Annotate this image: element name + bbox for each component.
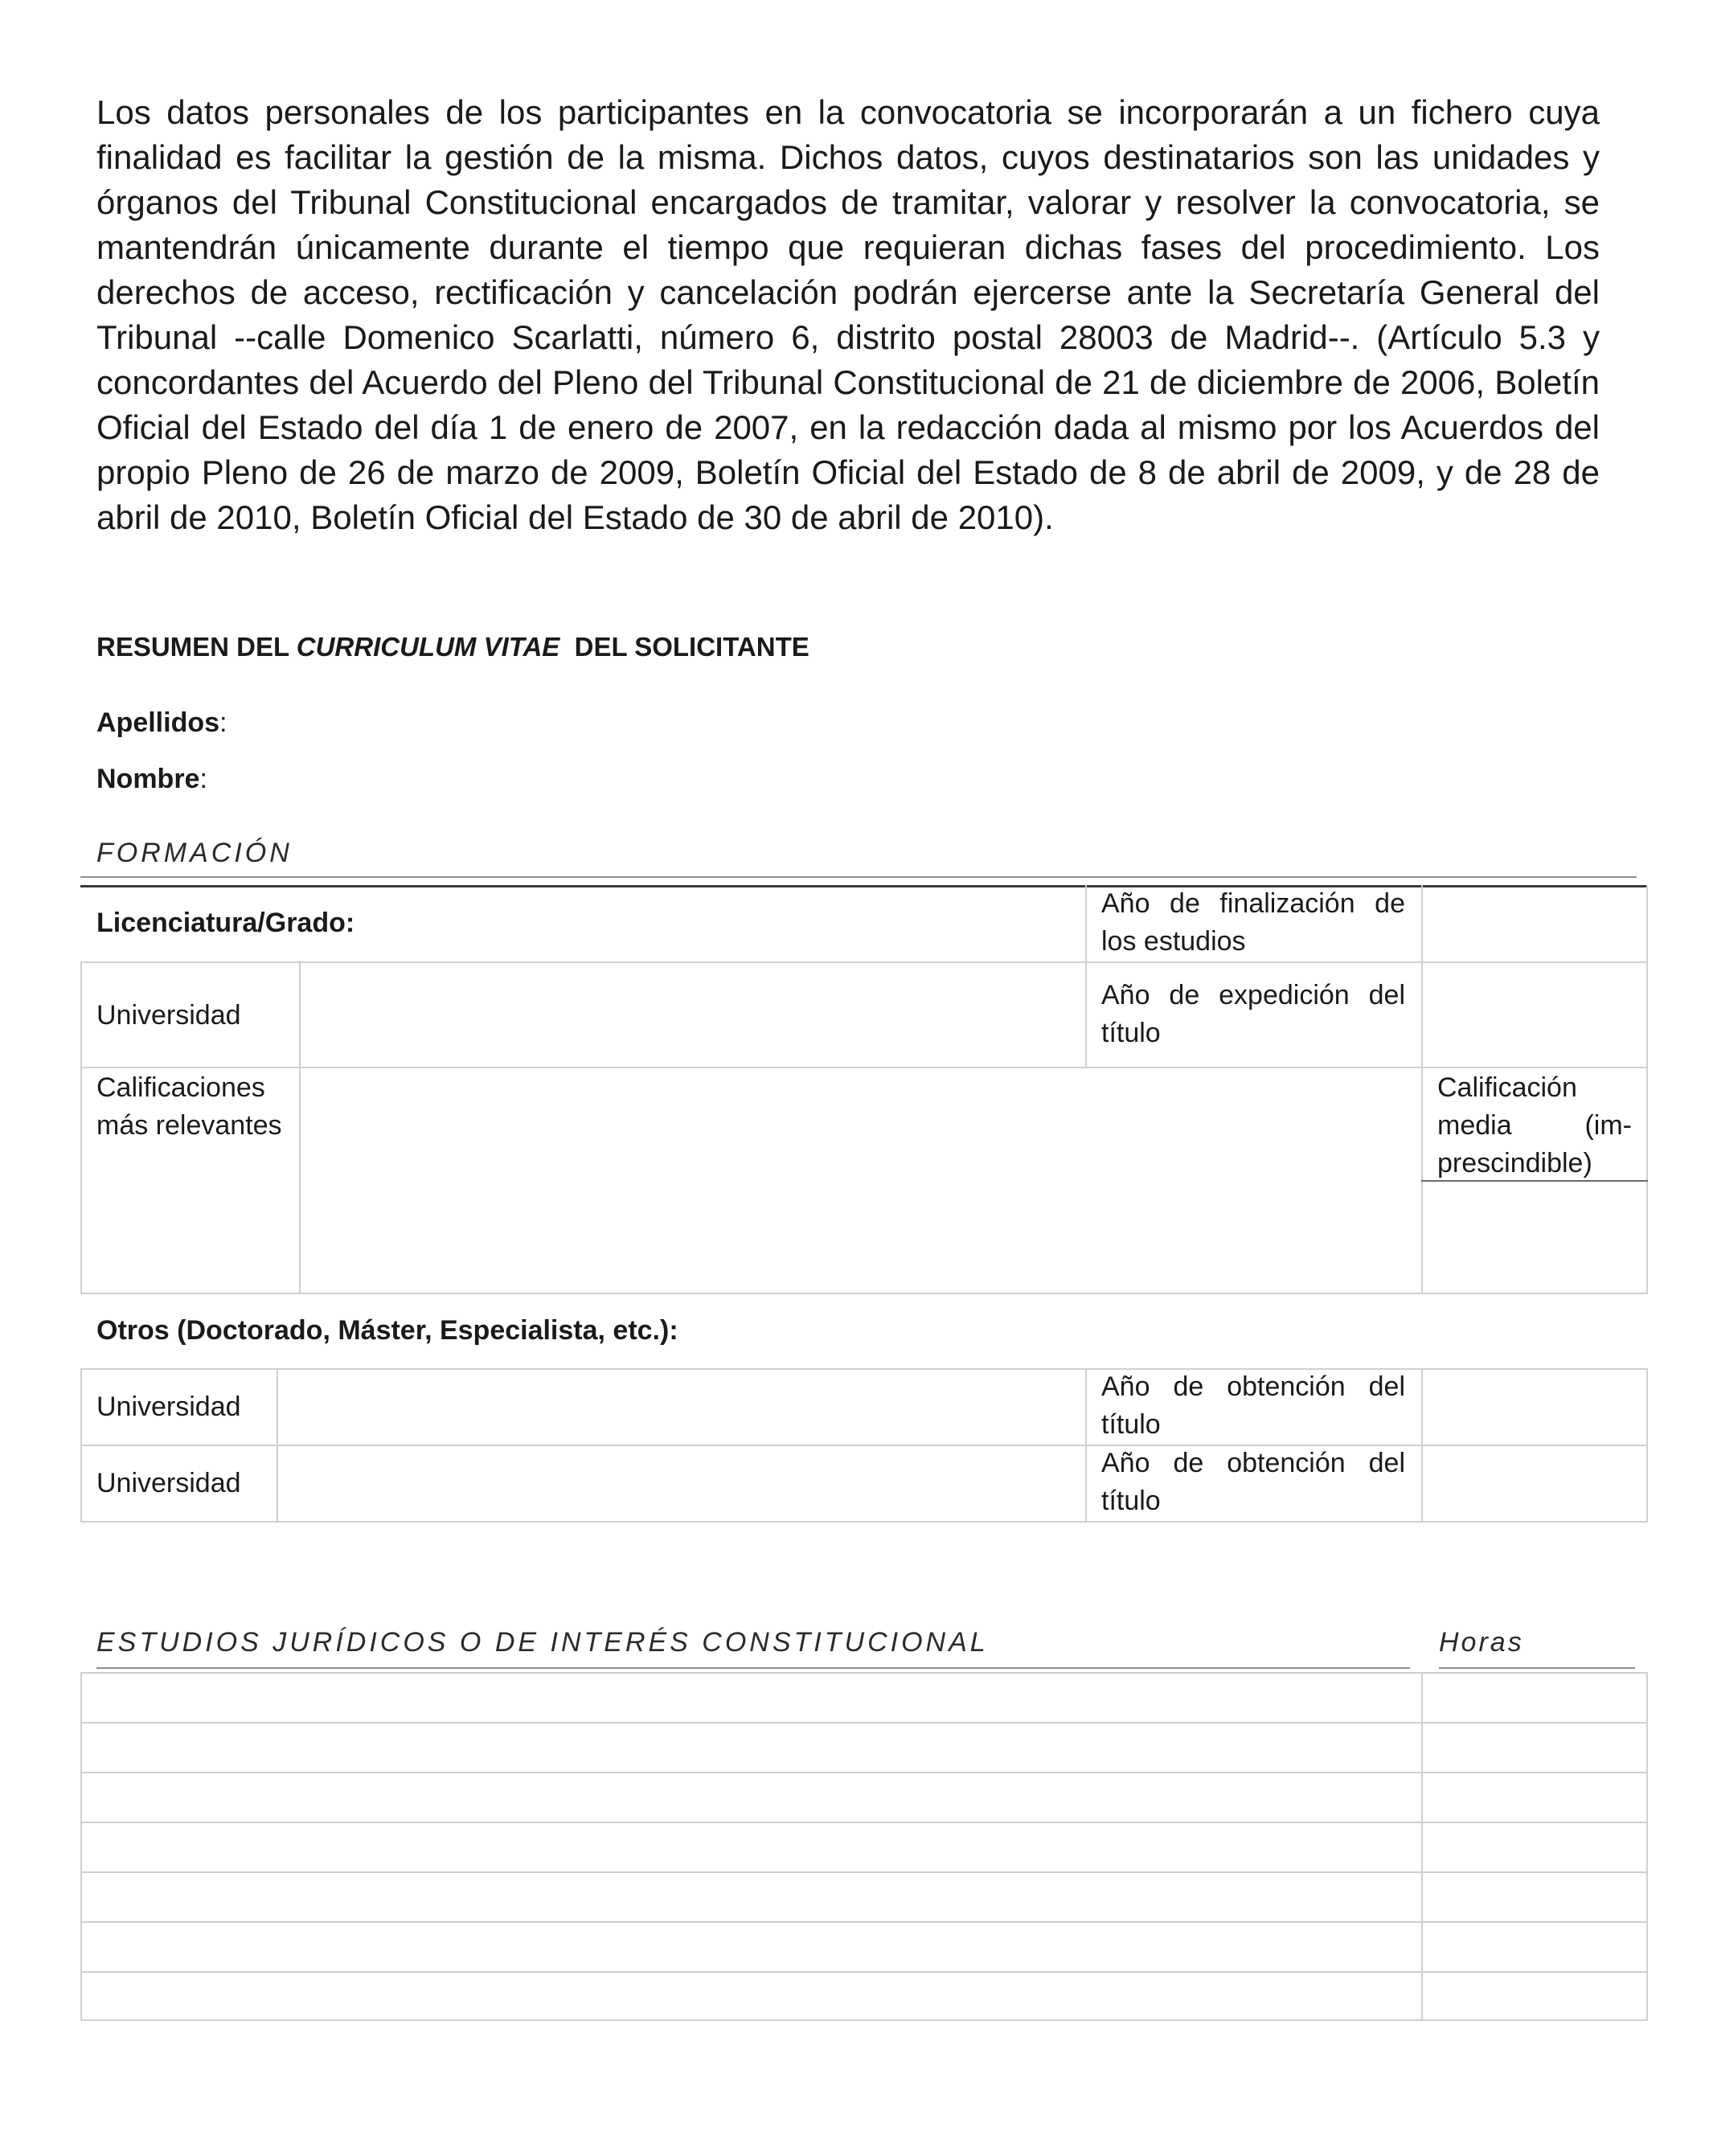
table-divider-label bbox=[299, 961, 301, 1294]
estudios-row-horas[interactable] bbox=[1424, 1823, 1646, 1870]
privacy-notice: Los datos personales de los participantes en la convocatoria se incorporarán a un fichero cuya finalidad es facilitar la gestión de la misma. Dichos datos, cuyos destinatarios son las unidades y órganos del Tribunal Constitucional encargados de tramitar, valorar y resolver la convocatoria, se mantendrán únicamente durante el tiempo que requieran dichas fases del procedimiento. Los derechos de acceso, rectificación y cancelación podrán ejercerse ante la Secretaría General del Tribunal --calle Domenico Scarlatti, número 6, distrito postal 28003 de Madrid--. (Artículo 5.3 y concordantes del Acuerdo del Pleno del Tribunal Constitucional de 21 de diciembre de 2006, Boletín Oficial del Estado del día 1 de enero de 2007, en la redacción dada al mismo por los Acuerdos del propio Pleno de 26 de marzo de 2009, Boletín Oficial del Estado de 8 de abril de 2009, y de 28 de abril de 2010, Boletín Oficial del Estado de 30 de abril de 2010). bbox=[96, 93, 1600, 536]
estudios-heading-rule bbox=[96, 1667, 1410, 1669]
estudios-row-description[interactable] bbox=[84, 1873, 1420, 1920]
calificaciones-value[interactable] bbox=[302, 1068, 1420, 1291]
estudios-row-description[interactable] bbox=[84, 1773, 1420, 1820]
estudios-row-horas[interactable] bbox=[1424, 1973, 1646, 2019]
ano-finalizacion-label: Año de finalización de los estudios bbox=[1101, 888, 1405, 957]
nombre-field[interactable] bbox=[96, 764, 207, 795]
otros-divider-year-value bbox=[1421, 1368, 1423, 1523]
calificacion-media-label: Calificación media (im-prescindible) bbox=[1437, 1072, 1632, 1178]
formacion-heading-rule bbox=[80, 876, 1637, 878]
estudios-row-description[interactable] bbox=[84, 1823, 1420, 1870]
cv-title-suffix: DEL SOLICITANTE bbox=[559, 632, 809, 662]
nombre-label: Nombre bbox=[96, 764, 200, 794]
cv-title-italic: CURRICULUM VITAE bbox=[296, 632, 560, 662]
estudios-row-horas[interactable] bbox=[1424, 1873, 1646, 1920]
table-border-bottom bbox=[80, 1293, 1648, 1294]
estudios-row-description[interactable] bbox=[84, 1674, 1420, 1720]
table-border-right bbox=[1646, 885, 1648, 1294]
apellidos-label: Apellidos bbox=[96, 707, 220, 738]
horas-heading: Horas bbox=[1439, 1627, 1524, 1658]
table-border-left bbox=[80, 961, 82, 1294]
apellidos-colon: : bbox=[219, 707, 227, 738]
estudios-row-description[interactable] bbox=[84, 1724, 1420, 1770]
otros-row-2-universidad-value[interactable] bbox=[280, 1446, 1084, 1521]
calificaciones-label: Calificaciones más relevantes bbox=[96, 1072, 282, 1141]
otros-row-1-universidad-value[interactable] bbox=[280, 1370, 1084, 1443]
table-divider-year-value bbox=[1421, 885, 1423, 1294]
cv-title bbox=[96, 632, 809, 662]
ano-expedicion-label: Año de expedición del título bbox=[1101, 980, 1405, 1048]
otros-divider-label bbox=[277, 1368, 278, 1523]
otros-row-2-ano-label: Año de obtención del título bbox=[1101, 1448, 1405, 1516]
ano-expedicion-value[interactable] bbox=[1424, 963, 1645, 1065]
estudios-row-horas[interactable] bbox=[1424, 1923, 1646, 1970]
estudios-divider-horas bbox=[1421, 1672, 1423, 2021]
estudios-row-description[interactable] bbox=[84, 1923, 1420, 1970]
universidad-label: Universidad bbox=[96, 1000, 241, 1031]
otros-label: Otros (Doctorado, Máster, Especialista, etc.): bbox=[96, 1315, 678, 1346]
otros-row-1-universidad-label: Universidad bbox=[96, 1392, 241, 1422]
otros-divider-year-label bbox=[1085, 1368, 1087, 1523]
estudios-row-horas[interactable] bbox=[1424, 1724, 1646, 1770]
calificacion-media-value[interactable] bbox=[1424, 1183, 1645, 1291]
ano-finalizacion-value[interactable] bbox=[1424, 887, 1645, 960]
horas-heading-rule bbox=[1439, 1667, 1635, 1669]
otros-row-2-ano-value[interactable] bbox=[1424, 1446, 1645, 1521]
estudios-row-description[interactable] bbox=[84, 1973, 1420, 2019]
cv-title-prefix: RESUMEN DEL bbox=[96, 632, 297, 662]
table-divider-year-label bbox=[1085, 885, 1087, 1068]
estudios-row-horas[interactable] bbox=[1424, 1773, 1646, 1820]
otros-row-1-ano-value[interactable] bbox=[1424, 1370, 1645, 1443]
otros-row-2-universidad-label: Universidad bbox=[96, 1468, 241, 1498]
otros-row-1-ano-label: Año de obtención del título bbox=[1101, 1371, 1405, 1440]
nombre-colon: : bbox=[199, 764, 207, 794]
apellidos-field[interactable] bbox=[96, 707, 227, 739]
licenciatura-label: Licenciatura/Grado: bbox=[96, 908, 355, 938]
estudios-row-horas[interactable] bbox=[1424, 1674, 1646, 1720]
formacion-heading: FORMACIÓN bbox=[96, 838, 293, 868]
formacion-table-top-rule bbox=[80, 885, 1648, 887]
estudios-heading: ESTUDIOS JURÍDICOS O DE INTERÉS CONSTITUCIONAL bbox=[96, 1627, 989, 1658]
universidad-value[interactable] bbox=[302, 963, 1084, 1065]
